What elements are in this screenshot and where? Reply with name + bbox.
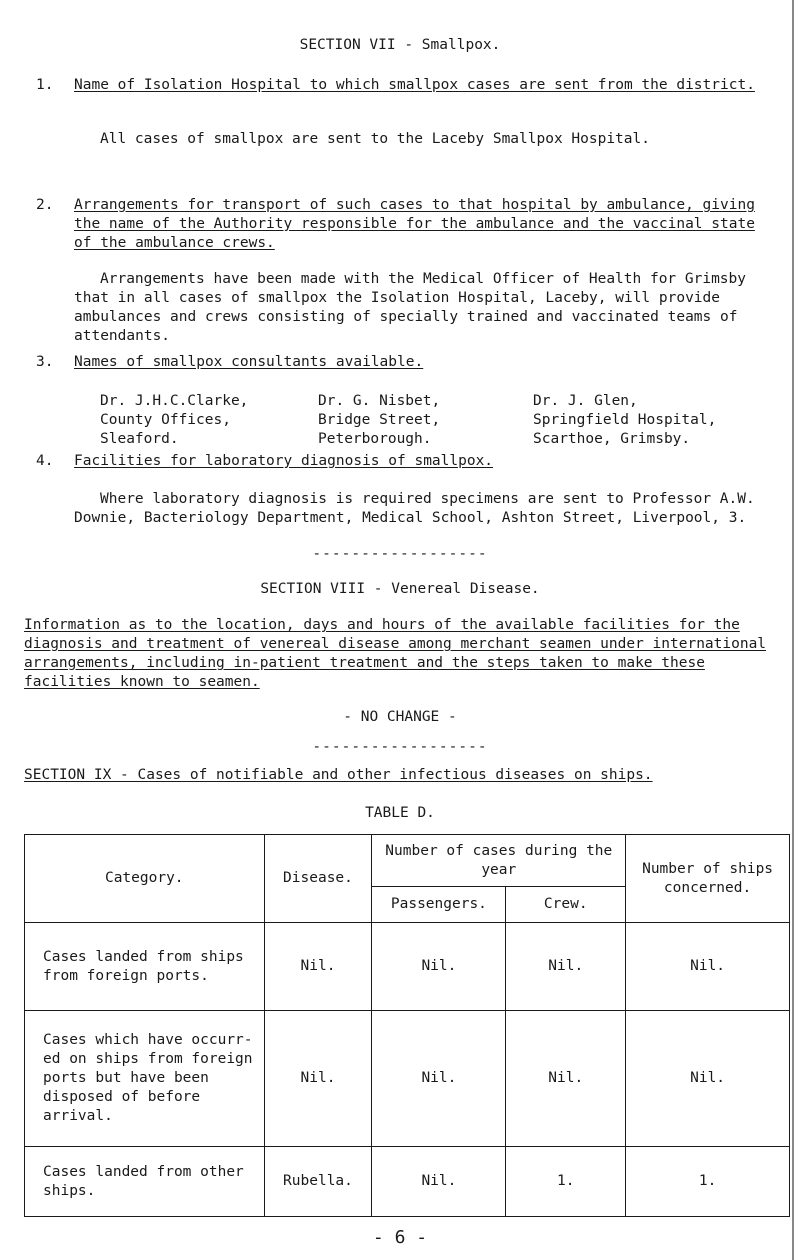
header-disease: Disease. — [264, 835, 372, 923]
row-1-crew: Nil. — [506, 923, 626, 1011]
header-passengers: Passengers. — [372, 887, 506, 923]
row-2-category: Cases which have occurr-ed on ships from foreign ports but have been disposed of before arrival. — [25, 1011, 265, 1147]
row-2-ships: Nil. — [626, 1011, 790, 1147]
consultant-2-name: Dr. G. Nisbet, — [318, 393, 441, 409]
page-edge — [792, 0, 794, 1260]
row-3-ships: 1. — [626, 1147, 790, 1217]
section-9-title — [24, 766, 794, 785]
section-8-status: - NO CHANGE - — [343, 709, 457, 725]
header-category: Category. — [25, 835, 265, 923]
page-number: - 6 - — [372, 1227, 428, 1248]
item-4-number: 4. — [36, 453, 54, 469]
item-1-heading: Name of Isolation Hospital to which smallpox cases are sent from the district. — [74, 77, 755, 93]
item-1-body: All cases of smallpox are sent to the Laceby Smallpox Hospital. — [100, 131, 650, 147]
consultant-3-town: Scarthoe, Grimsby. — [533, 431, 691, 447]
consultant-3-address: Springfield Hospital, — [533, 412, 717, 428]
table-d — [24, 834, 790, 1217]
consultant-1-address: County Offices, — [100, 412, 231, 428]
row-1-passengers: Nil. — [372, 923, 506, 1011]
consultant-1-town: Sleaford. — [100, 431, 179, 447]
row-2-crew: Nil. — [506, 1011, 626, 1147]
consultant-3-name: Dr. J. Glen, — [533, 393, 638, 409]
row-3-crew: 1. — [506, 1147, 626, 1217]
table-header-row-1 — [25, 835, 790, 887]
table-row — [25, 1011, 790, 1147]
consultant-2 — [318, 392, 548, 449]
row-3-disease: Rubella. — [264, 1147, 372, 1217]
row-2-passengers: Nil. — [372, 1011, 506, 1147]
consultant-1-name: Dr. J.H.C.Clarke, — [100, 393, 249, 409]
section-9-title-text: SECTION IX - Cases of notifiable and other infectious diseases on ships. — [24, 767, 653, 783]
item-4-body: Where laboratory diagnosis is required specimens are sent to Professor A.W. Downie, Bacteriology Department, Medical School, Ashton Street, Liverpool, 3. — [74, 491, 755, 526]
row-3-passengers: Nil. — [372, 1147, 506, 1217]
section-8-title: SECTION VIII - Venereal Disease. — [260, 581, 540, 597]
table-d-title: TABLE D. — [365, 805, 435, 821]
divider-1: ------------------ — [312, 546, 488, 562]
header-crew: Crew. — [506, 887, 626, 923]
item-3-heading-text: Names of smallpox consultants available. — [74, 354, 424, 370]
section-7-title: SECTION VII - Smallpox. — [299, 37, 501, 53]
table-row — [25, 923, 790, 1011]
header-cases-group: Number of cases during the year — [372, 835, 626, 887]
row-1-category: Cases landed from ships from foreign ports. — [25, 923, 265, 1011]
consultant-2-town: Peterborough. — [318, 431, 432, 447]
item-2-heading: Arrangements for transport of such cases to that hospital by ambulance, giving the name of the Authority responsible for the ambulance and the vaccinal state of the ambulance crews. — [74, 197, 755, 251]
consultant-3 — [533, 392, 778, 449]
item-2-number: 2. — [36, 197, 54, 213]
item-4-heading-text: Facilities for laboratory diagnosis of smallpox. — [74, 453, 494, 469]
divider-2: ------------------ — [312, 739, 488, 755]
consultant-2-address: Bridge Street, — [318, 412, 441, 428]
row-1-disease: Nil. — [264, 923, 372, 1011]
item-1-number: 1. — [36, 77, 54, 93]
consultant-1 — [100, 392, 330, 449]
row-3-category: Cases landed from other ships. — [25, 1147, 265, 1217]
table-row — [25, 1147, 790, 1217]
row-1-ships: Nil. — [626, 923, 790, 1011]
row-2-disease: Nil. — [264, 1011, 372, 1147]
item-3-number: 3. — [36, 354, 54, 370]
item-2-body: Arrangements have been made with the Medical Officer of Health for Grimsby that in all cases of smallpox the Isolation Hospital, Laceby, will provide ambulances and crews consisting of specially trained and vaccinated teams of attendants. — [74, 271, 747, 344]
section-8-heading: Information as to the location, days and hours of the available facilities for the diagnosis and treatment of venereal disease among merchant seamen under international arrangements, including in-patient treatment and the steps taken to make these facilities known to seamen. — [24, 617, 767, 690]
item-3-heading — [74, 353, 774, 372]
item-4-heading — [74, 452, 774, 471]
header-ships: Number of ships concerned. — [626, 835, 790, 923]
